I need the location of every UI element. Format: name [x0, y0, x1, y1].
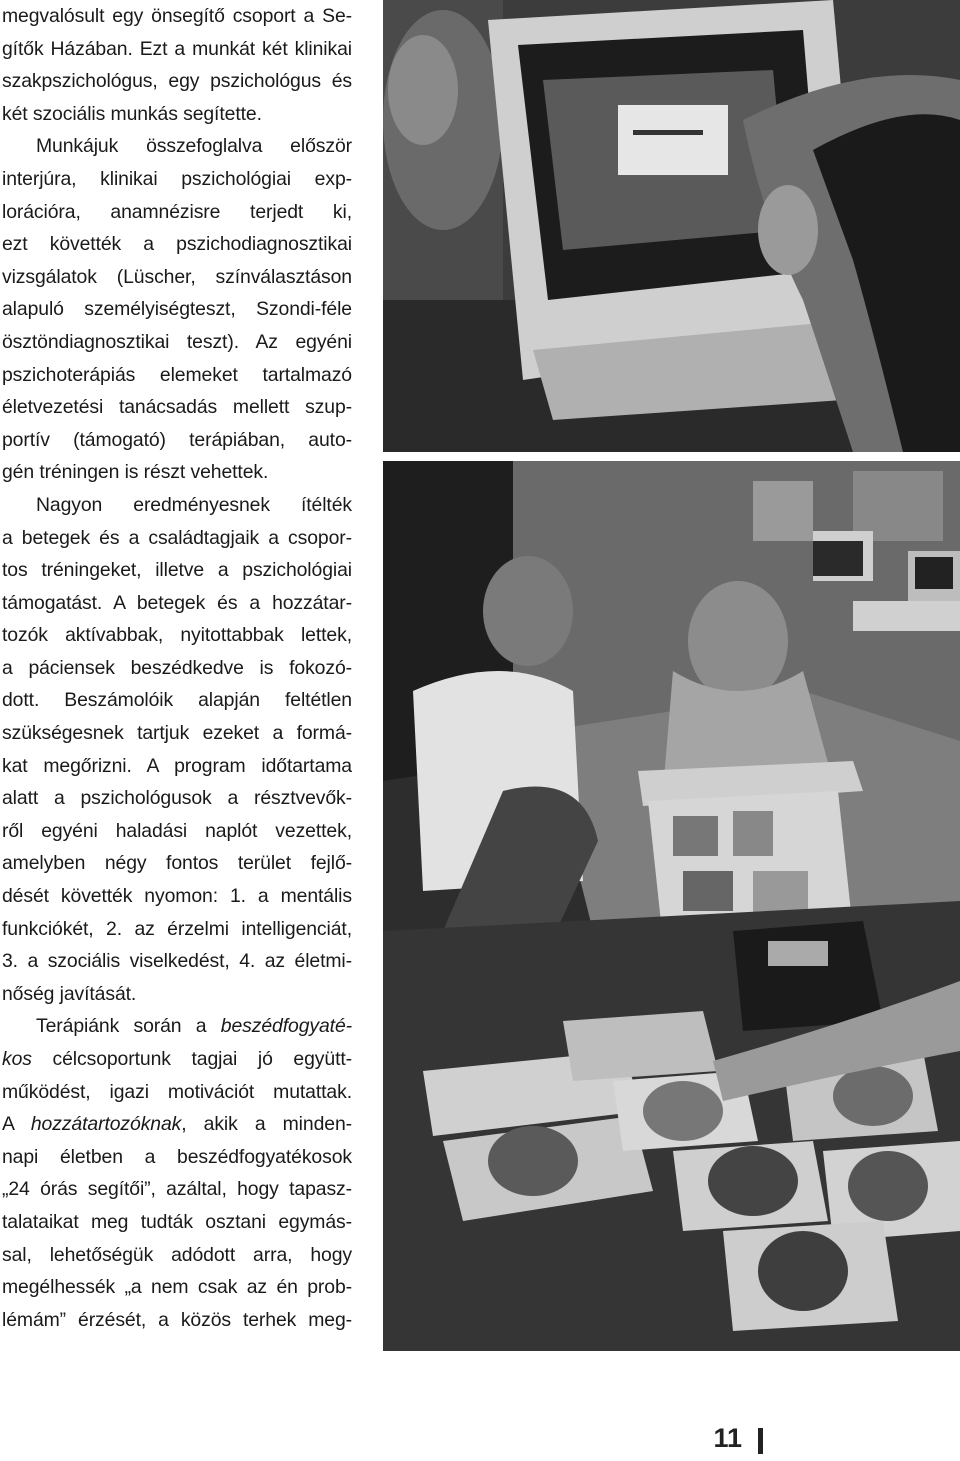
text-line: ösztöndiagnosztikai teszt). Az egyéni: [2, 330, 352, 353]
text-line: Terápiánk során a beszédfogyaté-: [36, 1015, 352, 1038]
text-line: 3. a szociális viselkedést, 4. az életmi-: [2, 950, 352, 973]
text-line: szakpszichológus, egy pszichológus és: [2, 70, 352, 93]
italic-term: kos: [2, 1048, 32, 1070]
article-text: [2, 0, 352, 1336]
text-line: vizsgálatok (Lüscher, színválasztáson: [2, 265, 352, 288]
photo-monitor: [383, 0, 960, 452]
text-line: interjúra, klinikai pszichológiai exp-: [2, 167, 352, 190]
text-line: tos tréningeket, illetve a pszichológiai: [2, 559, 352, 582]
text-line: dését követték nyomon: 1. a mentális: [2, 885, 352, 908]
text-line: dott. Beszámolóik alapján feltétlen: [2, 689, 352, 712]
photo-monitor-illustration: [383, 0, 960, 452]
photo-table-cards: [383, 461, 960, 1351]
text-line: „24 órás segítői”, azáltal, hogy tapasz-: [2, 1178, 352, 1201]
italic-term: hozzátartozóknak: [30, 1113, 182, 1136]
text-line: portív (támogató) terápiában, auto-: [2, 428, 352, 451]
text-line: sal, lehetőségük adódott arra, hogy: [2, 1243, 352, 1266]
text-line: lorációra, anamnézisre terjedt ki,: [2, 200, 352, 223]
text-line: talataikat meg tudták osztani egymás-: [2, 1210, 352, 1233]
text-line: ezt követték a pszichodiagnosztikai: [2, 233, 352, 256]
text-line: napi életben a beszédfogyatékosok: [2, 1145, 352, 1168]
text-line: gítők Házában. Ezt a munkát két klinikai: [2, 37, 352, 60]
text-line: életvezetési tanácsadás mellett szup-: [2, 396, 352, 419]
text-line: Munkájuk összefoglalva először: [36, 135, 352, 158]
text-line: amelyben négy fontos terület fejlő-: [2, 852, 352, 875]
text-line: kat megőrizni. A program időtartama: [2, 754, 352, 777]
page-number: 11: [713, 1423, 742, 1453]
photo-table-cards-illustration: [383, 461, 960, 1351]
text-line: lémám” érzését, a közös terhek meg-: [2, 1308, 352, 1331]
text-line: a páciensek beszédkedve is fokozó-: [2, 656, 352, 679]
text-line: szükségesnek tartjuk ezeket a formá-: [2, 722, 352, 745]
text-line: Nagyon eredményesnek ítélték: [36, 493, 352, 516]
text-line: támogatást. A betegek és a hozzátar-: [2, 591, 352, 614]
text-line: két szociális munkás segítette.: [2, 102, 262, 125]
text-line: ről egyéni haladási naplót vezettek,: [2, 819, 352, 842]
text-line: alapuló személyiségteszt, Szondi-féle: [2, 298, 352, 321]
page-number-bar: [758, 1428, 763, 1454]
text-line: megvalósult egy önsegítő csoport a Se-: [2, 5, 352, 27]
text-line: a betegek és a családtagjaik a csopor-: [2, 526, 352, 549]
text-line: A hozzátartozóknak, akik a minden-: [2, 1113, 352, 1136]
text-line: gén tréningen is részt vehettek.: [2, 461, 269, 484]
text-line: alatt a pszichológusok a résztvevők-: [2, 787, 352, 810]
italic-term: beszédfogyaté-: [220, 1015, 352, 1038]
text-line: megélhessék „a nem csak az én prob-: [2, 1276, 352, 1299]
text-line: működést, igazi motivációt mutattak.: [2, 1080, 352, 1103]
text-line: funkciókét, 2. az érzelmi intelligenciát,: [2, 917, 352, 940]
text-line: kos célcsoportunk tagjai jó együtt-: [2, 1048, 352, 1070]
text-line: nőség javítását.: [2, 982, 137, 1005]
text-line: tozók aktívabbak, nyitottabbak lettek,: [2, 624, 352, 647]
text-line: pszichoterápiás elemeket tartalmazó: [2, 363, 352, 386]
